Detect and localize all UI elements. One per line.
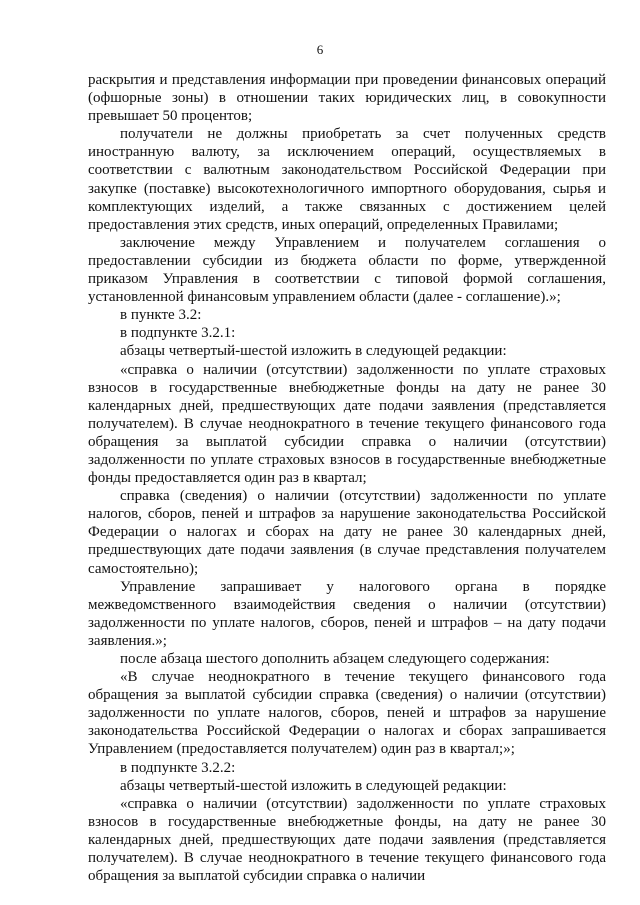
- paragraph: в подпункте 3.2.1:: [120, 325, 236, 342]
- paragraph: абзацы четвертый-шестой изложить в следующей редакции:: [120, 343, 507, 360]
- paragraph: заключение между Управлением и получателем соглашения о предоставлении субсидии из бюджета области по форме, утвержденной приказом Управления в соответствии с типовой формой соглашения, установленной финансовым управлением области (далее - соглашение).»;: [88, 234, 606, 306]
- document-body: [88, 71, 606, 885]
- paragraph: «справка о наличии (отсутствии) задолженности по уплате страховых взносов в государственные внебюджетные фонды, на дату не ранее 30 календарных дней, предшествующих дате подачи заявления (представляется получателем). В случае неоднократного в течение текущего финансового года обращения за выплатой субсидии справка о наличии: [88, 795, 606, 885]
- paragraph: раскрытия и представления информации при проведении финансовых операций (офшорные зоны) в отношении таких юридических лиц, в совокупности превышает 50 процентов;: [88, 72, 606, 125]
- paragraph: справка (сведения) о наличии (отсутствии) задолженности по уплате налогов, сборов, пеней и штрафов за нарушение законодательства Российской Федерации о налогах и сборах на дату не ранее 30 календарных дней, предшествующих дате подачи заявления (в случае представления получателем самостоятельно);: [88, 488, 606, 577]
- paragraph: после абзаца шестого дополнить абзацем следующего содержания:: [120, 651, 550, 667]
- paragraph: Управление запрашивает у налогового органа в порядке межведомственного взаимодействия сведения о наличии (отсутствии) задолженности по уплате налогов, сборов, пеней и штрафов – на дату подачи заявления.»;: [88, 578, 606, 649]
- paragraph: «В случае неоднократного в течение текущего финансового года обращения за выплатой субсидии справка (сведения) о наличии (отсутствии) задолженности по уплате налогов, сборов, пеней и штрафов за нарушение законодательства Российской Федерации о налогах и сборах запрашивается Управлением (предоставляется получателем) один раз в квартал;»;: [88, 669, 606, 758]
- page-number: 6: [316, 42, 324, 57]
- paragraph: абзацы четвертый-шестой изложить в следующей редакции:: [120, 777, 507, 794]
- paragraph: в подпункте 3.2.2:: [120, 759, 236, 776]
- paragraph: в пункте 3.2:: [120, 307, 202, 324]
- paragraph: «справка о наличии (отсутствии) задолженности по уплате страховых взносов в государственные внебюджетные фонды на дату не ранее 30 календарных дней, предшествующих дате подачи заявления (представляется получателем). В случае неоднократного в течение текущего финансового года обращения за выплатой субсидии справка о наличии (отсутствии) задолженности по уплате страховых взносов в государственные внебюджетные фонды предоставляется один раз в квартал;: [88, 361, 606, 487]
- paragraph: получатели не должны приобретать за счет полученных средств иностранную валюту, за исключением операций, осуществляемых в соответствии с валютным законодательством Российской Федерации при закупке (поставке) высокотехнологичного импортного оборудования, сырья и комплектующих изделий, а также связанных с достижением целей предоставления этих средств, иных операций, определенных Правилами;: [88, 126, 606, 233]
